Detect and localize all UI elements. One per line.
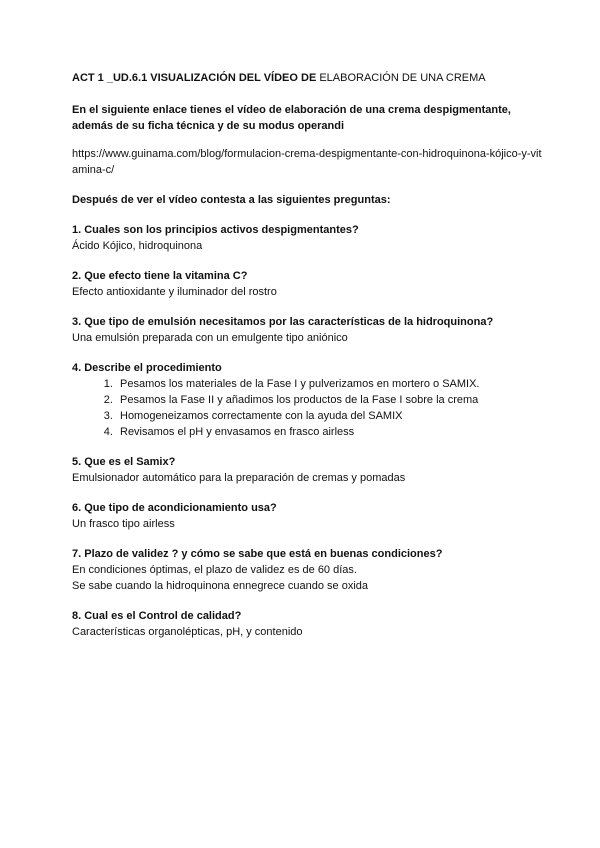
question-title: 1. Cuales son los principios activos despigmentantes? <box>72 224 359 236</box>
procedure-steps-list <box>72 376 542 440</box>
answer-text: Un frasco tipo airless <box>72 518 175 530</box>
question-title: 7. Plazo de validez ? y cómo se sabe que está en buenas condiciones? <box>72 548 443 560</box>
instructions-text: Después de ver el vídeo contesta a las siguientes preguntas: <box>72 194 391 206</box>
answer-text: Efecto antioxidante y iluminador del rostro <box>72 286 277 298</box>
question-title: 3. Que tipo de emulsión necesitamos por las características de la hidroquinona? <box>72 316 494 328</box>
procedure-step: 2. Pesamos la Fase II y añadimos los productos de la Fase I sobre la crema <box>116 392 542 408</box>
question-5 <box>72 454 542 486</box>
question-title: 4. Describe el procedimiento <box>72 362 222 374</box>
answer-text: Características organolépticas, pH, y contenido <box>72 626 303 638</box>
answer-text: En condiciones óptimas, el plazo de validez es de 60 días. <box>72 564 357 576</box>
question-title: 2. Que efecto tiene la vitamina C? <box>72 270 248 282</box>
title-regular-part: ELABORACIÓN DE UNA CREMA <box>319 72 486 84</box>
title-bold-part: ACT 1 _UD.6.1 VISUALIZACIÓN DEL VÍDEO DE <box>72 72 320 84</box>
question-7 <box>72 546 542 594</box>
question-title: 8. Cual es el Control de calidad? <box>72 610 242 622</box>
intro-paragraph: En el siguiente enlace tienes el vídeo de elaboración de una crema despigmentante, además de su ficha técnica y de su modus operandi <box>72 104 511 132</box>
document-title <box>72 70 542 86</box>
question-6 <box>72 500 542 532</box>
procedure-step: 1. Pesamos los materiales de la Fase I y pulverizamos en mortero o SAMIX. <box>116 376 542 392</box>
procedure-step: 4. Revisamos el pH y envasamos en frasco airless <box>116 424 542 440</box>
document-page <box>72 70 542 654</box>
answer-text: Se sabe cuando la hidroquinona ennegrece cuando se oxida <box>72 580 369 592</box>
question-3 <box>72 314 542 346</box>
question-title: 5. Que es el Samix? <box>72 456 176 468</box>
answer-text: Emulsionador automático para la preparación de cremas y pomadas <box>72 472 406 484</box>
question-1 <box>72 222 542 254</box>
procedure-step: 3. Homogeneizamos correctamente con la ayuda del SAMIX <box>116 408 542 424</box>
video-link[interactable]: https://www.guinama.com/blog/formulacion-crema-despigmentante-con-hidroquinona-kójico-y-vitamina-c/ <box>72 148 542 176</box>
answer-text: Una emulsión preparada con un emulgente tipo aniónico <box>72 332 348 344</box>
question-2 <box>72 268 542 300</box>
question-title: 6. Que tipo de acondicionamiento usa? <box>72 502 277 514</box>
question-8 <box>72 608 542 640</box>
question-4 <box>72 360 542 440</box>
answer-text: Ácido Kójico, hidroquinona <box>72 240 203 252</box>
